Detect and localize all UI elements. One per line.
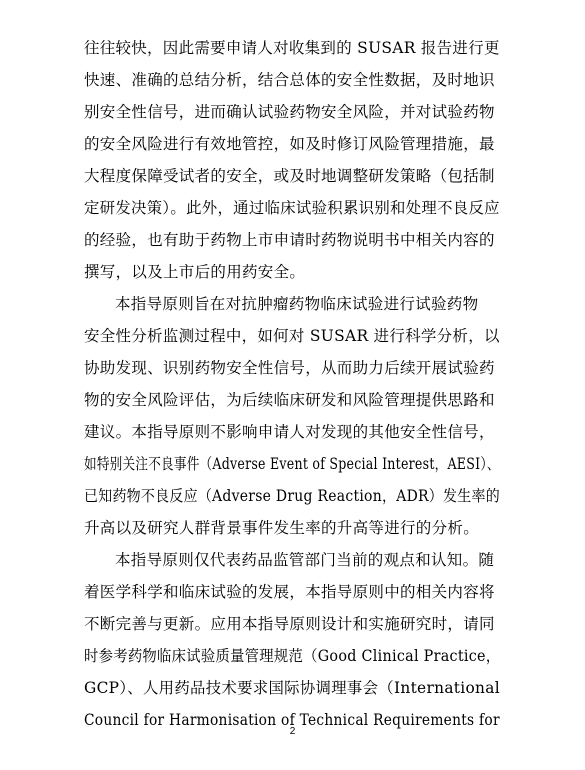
paragraph-2-line-8: 升高以及研究人群背景事件发生率的升高等进行的分析。 [84,519,480,537]
paragraph-2-line-4: 物的安全风险评估，为后续临床研发和风险管理提供思路和 [84,391,495,409]
paragraph-3-line-2: 着医学科学和临床试验的发展，本指导原则中的相关内容将 [84,583,495,601]
paragraph-1-line-2: 快速、准确的总结分析，结合总体的安全性数据，及时地识 [84,71,495,89]
paragraph-1-line-1: 往往较快，因此需要申请人对收集到的 SUSAR 报告进行更 [84,39,500,57]
paragraph-2-line-3: 协助发现、识别药物安全性信号，从而助力后续开展试验药 [84,359,495,377]
paragraph-2-line-1: 本指导原则旨在对抗肿瘤药物临床试验进行试验药物 [115,295,479,313]
paragraph-1-line-5: 大程度保障受试者的安全，或及时地调整研发策略（包括制 [84,167,495,185]
paragraph-3-line-5: GCP）、人用药品技术要求国际协调理事会（International [84,679,500,697]
paragraph-3-line-6: Council for Harmonisation of Technical Requirements for [84,711,500,729]
paragraph-2-line-6: 如特别关注不良事件（Adverse Event of Special Interest，AESI）、 [84,455,500,473]
paragraph-1-line-7: 的经验，也有助于药物上市申请时药物说明书中相关内容的 [84,231,495,249]
paragraph-1-line-6: 定研发决策）。此外，通过临床试验积累识别和处理不良反应 [84,199,500,217]
paragraph-2-line-7: 已知药物不良反应（Adverse Drug Reaction，ADR）发生率的 [84,487,500,505]
paragraph-3-line-4: 时参考药物临床试验质量管理规范（Good Clinical Practice， [84,647,501,665]
paragraph-3-line-1: 本指导原则仅代表药品监管部门当前的观点和认知。随 [115,551,495,569]
paragraph-2-line-5: 建议。本指导原则不影响申请人对发现的其他安全性信号， [84,423,495,441]
paragraph-1-line-8: 撰写，以及上市后的用药安全。 [84,263,306,281]
paragraph-1-line-4: 的安全风险进行有效地管控，如及时修订风险管理措施，最 [84,135,495,153]
paragraph-3-line-3: 不断完善与更新。应用本指导原则设计和实施研究时，请同 [84,615,495,633]
page-number: 2 [289,726,296,737]
paragraph-2-line-2: 安全性分析监测过程中，如何对 SUSAR 进行科学分析，以 [84,327,500,345]
paragraph-1-line-3: 别安全性信号，进而确认试验药物安全风险，并对试验药物 [84,103,495,121]
